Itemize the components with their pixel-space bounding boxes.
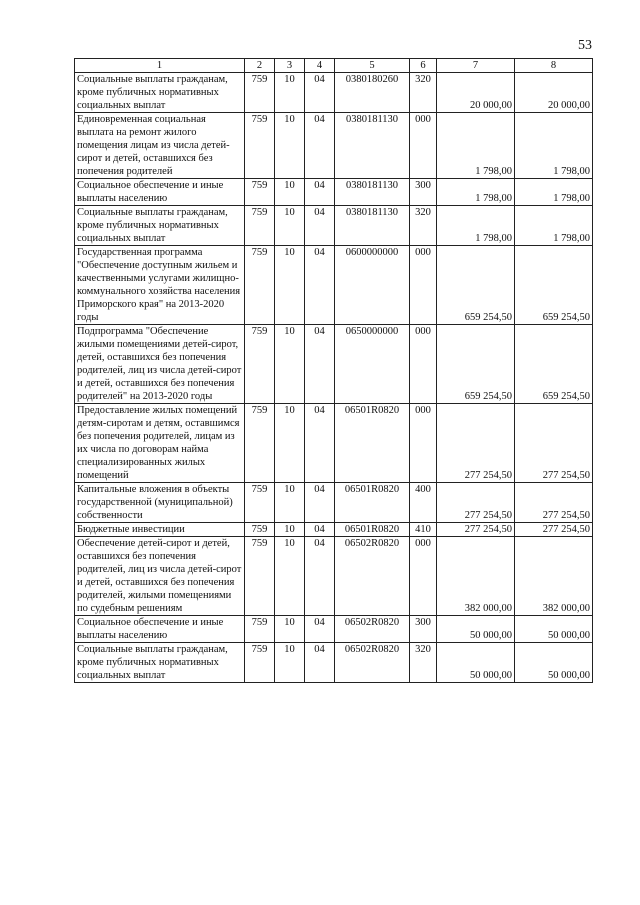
target-article-cell: 06502R0820 [335,537,410,616]
table-row [75,73,593,113]
amount-col8-cell: 277 254,50 [515,404,593,483]
table-row [75,537,593,616]
subsection-code-cell: 04 [305,206,335,246]
ministry-code-cell: 759 [245,179,275,206]
table-row [75,179,593,206]
amount-col7-cell: 277 254,50 [437,483,515,523]
ministry-code-cell: 759 [245,73,275,113]
amount-col7-cell: 50 000,00 [437,616,515,643]
expense-type-cell: 000 [410,113,437,179]
row-name-cell: Социальные выплаты гражданам, кроме публичных нормативных социальных выплат [75,73,245,113]
subsection-code-cell: 04 [305,537,335,616]
amount-col8-cell: 1 798,00 [515,113,593,179]
expense-type-cell: 300 [410,179,437,206]
expense-type-cell: 000 [410,325,437,404]
ministry-code-cell: 759 [245,483,275,523]
target-article-cell: 0380180260 [335,73,410,113]
column-header: 4 [305,59,335,73]
amount-col7-cell: 277 254,50 [437,404,515,483]
amount-col8-cell: 50 000,00 [515,616,593,643]
subsection-code-cell: 04 [305,616,335,643]
amount-col8-cell: 659 254,50 [515,246,593,325]
target-article-cell: 06502R0820 [335,616,410,643]
amount-col7-cell: 1 798,00 [437,113,515,179]
subsection-code-cell: 04 [305,483,335,523]
table-row [75,325,593,404]
ministry-code-cell: 759 [245,616,275,643]
amount-col8-cell: 277 254,50 [515,523,593,537]
section-code-cell: 10 [275,73,305,113]
amount-col7-cell: 50 000,00 [437,643,515,683]
expense-type-cell: 000 [410,404,437,483]
ministry-code-cell: 759 [245,404,275,483]
column-header: 1 [75,59,245,73]
column-header: 5 [335,59,410,73]
amount-col8-cell: 1 798,00 [515,179,593,206]
expense-type-cell: 000 [410,246,437,325]
column-header: 3 [275,59,305,73]
expense-type-cell: 000 [410,537,437,616]
row-name-cell: Государственная программа "Обеспечение доступным жильем и качественными услугами жилищно-коммунального хозяйства населения Приморского края" на 2013-2020 годы [75,246,245,325]
section-code-cell: 10 [275,113,305,179]
subsection-code-cell: 04 [305,325,335,404]
expense-type-cell: 410 [410,523,437,537]
ministry-code-cell: 759 [245,537,275,616]
amount-col7-cell: 659 254,50 [437,246,515,325]
expense-type-cell: 320 [410,206,437,246]
section-code-cell: 10 [275,179,305,206]
subsection-code-cell: 04 [305,179,335,206]
table-row [75,113,593,179]
expense-type-cell: 400 [410,483,437,523]
amount-col8-cell: 659 254,50 [515,325,593,404]
target-article-cell: 06501R0820 [335,483,410,523]
amount-col7-cell: 1 798,00 [437,206,515,246]
target-article-cell: 0380181130 [335,206,410,246]
row-name-cell: Капитальные вложения в объекты государственной (муниципальной) собственности [75,483,245,523]
row-name-cell: Бюджетные инвестиции [75,523,245,537]
row-name-cell: Социальные выплаты гражданам, кроме публичных нормативных социальных выплат [75,643,245,683]
section-code-cell: 10 [275,537,305,616]
section-code-cell: 10 [275,616,305,643]
section-code-cell: 10 [275,404,305,483]
table-row [75,523,593,537]
amount-col7-cell: 659 254,50 [437,325,515,404]
column-header: 6 [410,59,437,73]
table-row [75,616,593,643]
target-article-cell: 06501R0820 [335,523,410,537]
row-name-cell: Обеспечение детей-сирот и детей, оставшихся без попечения родителей, лиц из числа детей-сирот и детей, оставшихся без попечения родителей, жилыми помещениями по судебным решениям [75,537,245,616]
row-name-cell: Предоставление жилых помещений детям-сиротам и детям, оставшимся без попечения родителей, лицам из их числа по договорам найма специализированных жилых помещений [75,404,245,483]
column-header: 7 [437,59,515,73]
budget-table [74,58,593,683]
subsection-code-cell: 04 [305,113,335,179]
target-article-cell: 0380181130 [335,113,410,179]
row-name-cell: Социальное обеспечение и иные выплаты населению [75,616,245,643]
table-row [75,643,593,683]
subsection-code-cell: 04 [305,246,335,325]
section-code-cell: 10 [275,246,305,325]
table-row [75,404,593,483]
subsection-code-cell: 04 [305,523,335,537]
ministry-code-cell: 759 [245,246,275,325]
row-name-cell: Единовременная социальная выплата на ремонт жилого помещения лицам из числа детей-сирот и детей, оставшихся без попечения родителей [75,113,245,179]
section-code-cell: 10 [275,523,305,537]
amount-col8-cell: 382 000,00 [515,537,593,616]
amount-col7-cell: 382 000,00 [437,537,515,616]
expense-type-cell: 300 [410,616,437,643]
subsection-code-cell: 04 [305,404,335,483]
target-article-cell: 06501R0820 [335,404,410,483]
amount-col8-cell: 277 254,50 [515,483,593,523]
amount-col8-cell: 50 000,00 [515,643,593,683]
target-article-cell: 0650000000 [335,325,410,404]
section-code-cell: 10 [275,325,305,404]
table-header-row [75,59,593,73]
ministry-code-cell: 759 [245,113,275,179]
section-code-cell: 10 [275,206,305,246]
expense-type-cell: 320 [410,73,437,113]
amount-col7-cell: 277 254,50 [437,523,515,537]
ministry-code-cell: 759 [245,523,275,537]
column-header: 2 [245,59,275,73]
amount-col7-cell: 1 798,00 [437,179,515,206]
amount-col8-cell: 1 798,00 [515,206,593,246]
ministry-code-cell: 759 [245,206,275,246]
section-code-cell: 10 [275,483,305,523]
target-article-cell: 0600000000 [335,246,410,325]
column-header: 8 [515,59,593,73]
table-row [75,206,593,246]
row-name-cell: Социальное обеспечение и иные выплаты населению [75,179,245,206]
table-row [75,246,593,325]
subsection-code-cell: 04 [305,643,335,683]
subsection-code-cell: 04 [305,73,335,113]
row-name-cell: Подпрограмма "Обеспечение жилыми помещениями детей-сирот, детей, оставшихся без попечения родителей, лиц из числа детей-сирот и детей, оставшихся без попечения родителей" на 2013-2020 годы [75,325,245,404]
ministry-code-cell: 759 [245,643,275,683]
page-number: 53 [578,38,592,53]
section-code-cell: 10 [275,643,305,683]
expense-type-cell: 320 [410,643,437,683]
ministry-code-cell: 759 [245,325,275,404]
row-name-cell: Социальные выплаты гражданам, кроме публичных нормативных социальных выплат [75,206,245,246]
target-article-cell: 06502R0820 [335,643,410,683]
target-article-cell: 0380181130 [335,179,410,206]
amount-col8-cell: 20 000,00 [515,73,593,113]
amount-col7-cell: 20 000,00 [437,73,515,113]
table-row [75,483,593,523]
